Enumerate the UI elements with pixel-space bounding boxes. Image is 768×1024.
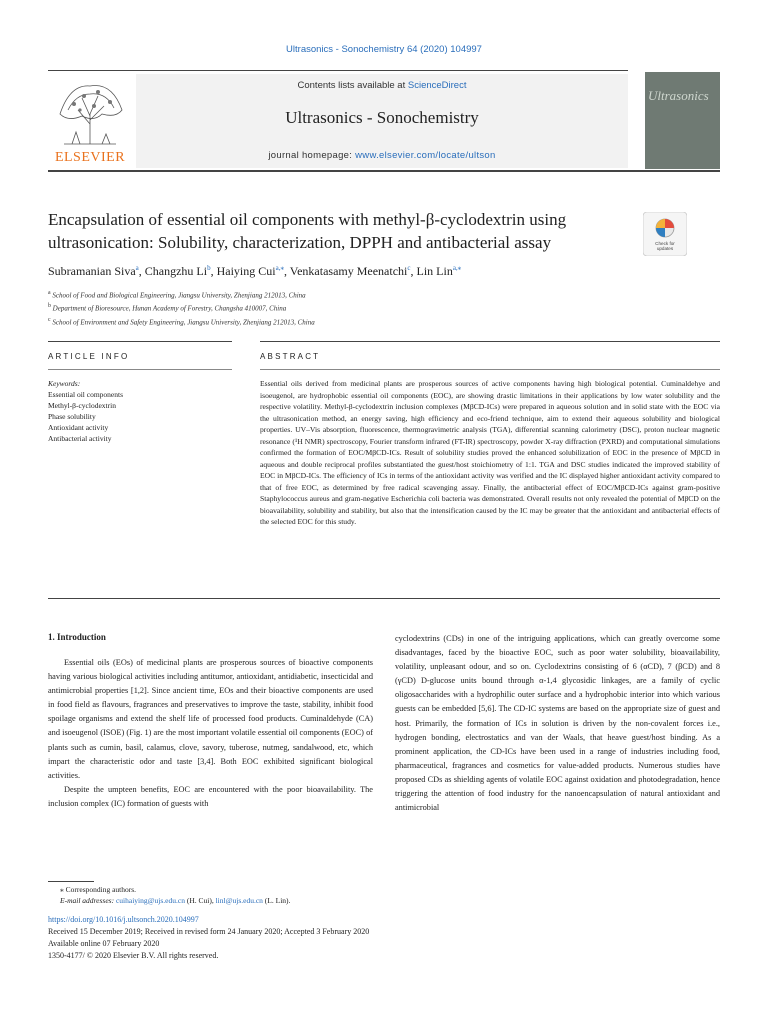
section-heading-introduction: 1. Introduction [48,632,106,642]
affiliation-item [48,288,708,301]
author-name[interactable]: Haiying Cui [216,264,276,278]
keyword-item: Phase solubility [48,412,96,421]
publication-info [48,914,708,962]
email-addresses [48,895,708,906]
journal-homepage-line [136,150,628,161]
email-link-cui[interactable]: cuihaiying@ujs.edu.cn [115,896,185,905]
available-online-date: Available online 07 February 2020 [48,939,160,948]
abstract-top-rule [260,341,720,342]
journal-citation-link[interactable]: Ultrasonics - Sonochemistry 64 (2020) 104997 [286,44,482,55]
journal-title: Ultrasonics - Sonochemistry [285,108,479,127]
body-top-rule [48,598,720,599]
journal-homepage-link[interactable]: www.elsevier.com/locate/ultson [355,150,496,161]
author-affiliation-mark[interactable]: b [207,264,211,272]
article-title: Encapsulation of essential oil components with methyl-β-cyclodextrin using ultrasonication: Solubility, characterization, DPPH and antibacterial assay [48,210,567,252]
body-paragraph: Despite the umpteen benefits, EOC are encountered with the poor bioavailability. The inclusion complex (IC) formation of guests with [48,784,373,808]
author-affiliation-mark[interactable]: a [135,264,139,272]
footnote-rule [48,881,94,882]
author-affiliation-mark[interactable]: a,⁎ [452,264,462,272]
received-dates: Received 15 December 2019; Received in revised form 24 January 2020; Accepted 3 February 2020 [48,927,370,936]
footnotes [48,884,708,906]
author-list: Subramanian Siva$^a$, Changzhu Li$^b$, Haiying Cui$^{a,⁎}$, Venkatasamy Meenatchi$^c$, Lin Lin$^{a,⁎}$ [48,264,462,278]
copyright-line: 1350-4177/ © 2020 Elsevier B.V. All rights reserved. [48,951,219,960]
author-name[interactable]: Subramanian Siva [48,264,136,278]
author-affiliation-mark[interactable]: c [407,264,411,272]
keyword-list [48,378,232,444]
affiliation-item [48,315,708,328]
homepage-prefix: journal homepage: [268,150,356,161]
email-owner: (L. Lin). [262,896,291,905]
keyword-item: Antioxidant activity [48,423,109,432]
journal-cover-title: Ultrasonics [648,88,709,103]
keyword-item: Essential oil components [48,390,123,399]
contents-prefix: Contents lists available at [297,80,408,91]
affiliation-mark: a [48,290,51,296]
check-for-updates-icon[interactable] [643,212,687,256]
keyword-item: Antibacterial activity [48,434,112,443]
affiliation-text: School of Food and Biological Engineering, Jiangsu University, Zhenjiang 212013, China [52,291,306,300]
body-paragraph: cyclodextrins (CDs) in one of the intriguing applications, which can greatly overcome some disadvantages, faced by the bioactive EOC, such as poor water solubility, bioavailability, volatility, unpleasant odour, and so on. Cyclodextrins consisting of 6 (αCD), 7 (βCD) and 8 (γCD) D-glucose units bound through α-1,4 glycosidic linkages, are a family of cyclic oligosaccharides with a hydrophilic outer surface and a hydrophobic interior into which various guests can be embedded [5,6]. The CD-IC systems are based on the appropriate size of guest and host. Primarily, the formation of ICs in solution is driven by the non-covalent forces i.e., hydrogen bonding, electrostatics and van der Waals, that heave guest/host binding. As a prominent application, the CD-ICs have been used in a range of industries including food, pharmaceutical, fragrances and cosmetics for value-added products. Numerous studies have proposed CDs as shielding agents of volatile EOC against oxidation and photodegradation, hence triggering the attention of food industry for the nanoencapsulation of natural antioxidant and antimicrobial [395,634,720,813]
article-info-heading: ARTICLE INFO [48,352,130,361]
affiliation-list [48,288,708,328]
abstract-mid-rule [260,369,720,370]
email-link-lin[interactable]: linl@ujs.edu.cn [215,896,263,905]
abstract-heading: ABSTRACT [260,352,321,361]
journal-cover-image[interactable] [645,72,720,169]
doi-link[interactable]: https://doi.org/10.1016/j.ultsonch.2020.104997 [48,915,199,924]
author-name[interactable]: Venkatasamy Meenatchi [289,264,408,278]
corresponding-author-note: ⁎ Corresponding authors. [60,885,137,894]
author-name[interactable]: Lin Lin [416,264,453,278]
abstract-body: Essential oils derived from medicinal plants are prosperous sources of active components having high biological potential. Cuminaldehye and isoeugenol, are hydrophobic essential oil components (EOC), are showing drastic limitations in their applications by low water solubility and the respective volatility. Methyl-β-cyclodextrin inclusion complexes (MβCD-ICs) were prepared in aqueous solution and in solid state with the EOC via the ultrasonication method, an energy saving, high efficiency and eco-friend technique, aim to extend their aqueous solubility and biological properties. UV–Vis absorption, fluorescence, thermogravimetric analysis (TGA), differential scanning calorimetry (DSC), proton nuclear magnetic resonance (¹H NMR) spectroscopy, Fourier transform infrared (FT-IR) spectroscopy, powder X-ray diffraction (PXRD) and computational simulations confirmed the formation of EOC/MβCD-ICs. Result of solubility studies proved the enhanced solubilization of EOC in the presence of MβCD in aqueous and double reciprocal profiles substantiated the guest/host stoichiometry of 1:1. TGA and DSC studies indicated the improved stability of EOC in MβCD-ICs. The efficiency of ICs in terms of the antioxidant activity was verified and the IC displayed higher antioxidant activity compared to that of free EOC, as determined by free radical scavenging assay. Finally, the antibacterial effect of EOC/MβCD-ICs against gram-positive Staphylococcus aureus and gram-negative Escherichia coli bacteria was demonstrated. Overall results not only revealed the potential of MβCD on the bioavailability, solubility and stability, but also that the intensification caused by the IC may be greater that the antioxidant and antibacterial effects of the selected EOC for this study. [260,379,720,526]
affiliation-item [48,301,708,314]
body-paragraph: Essential oils (EOs) of medicinal plants are prosperous sources of bioactive components having various biological activities including antitumor, antioxidant, antidiabetic, insecticidal and antimicrobial properties [1,2]. Since ancient time, EOs and their bioactive components are used in food field as flavours, fragrances and preservatives to improve the taste, stability, inhibit food spoilage organisms and extend the shelf life of processed food products. Cuminaldehyde (CA) and isoeugenol (ISOE) (Fig. 1) are the most important volatile essential oil components (EOC) of plants such as cumin, basil, calamus, clove, savory, tuberose, nutmeg, sandalwood, etc, which impart the characteristic odor and taste [3,4]. Both EOC exhibited significant biological activities. [48,658,373,780]
email-label: E-mail addresses: [60,896,116,905]
masthead-top-rule [48,70,628,71]
keywords-label: Keywords: [48,379,81,388]
affiliation-text: Department of Bioresource, Hunan Academy of Forestry, Changsha 410007, China [52,304,287,313]
body-right-column [395,632,720,815]
masthead-bottom-rule [48,170,720,172]
article-info-top-rule [48,341,232,342]
body-left-column [48,656,373,811]
article-info-mid-rule [48,369,232,370]
affiliation-text: School of Environment and Safety Engineering, Jiangsu University, Zhenjiang 212013, China [52,317,315,326]
author-affiliation-mark[interactable]: a,⁎ [275,264,284,272]
email-owner: (H. Cui), [184,896,216,905]
elsevier-wordmark: ELSEVIER [54,150,126,165]
affiliation-mark: c [48,316,51,323]
author-name[interactable]: Changzhu Li [144,264,208,278]
crossmark-label: Check for updates [655,241,675,251]
contents-available-line [136,80,628,91]
keyword-item: Methyl-β-cyclodextrin [48,401,116,410]
affiliation-mark: b [48,303,51,310]
sciencedirect-link[interactable]: ScienceDirect [407,80,467,91]
